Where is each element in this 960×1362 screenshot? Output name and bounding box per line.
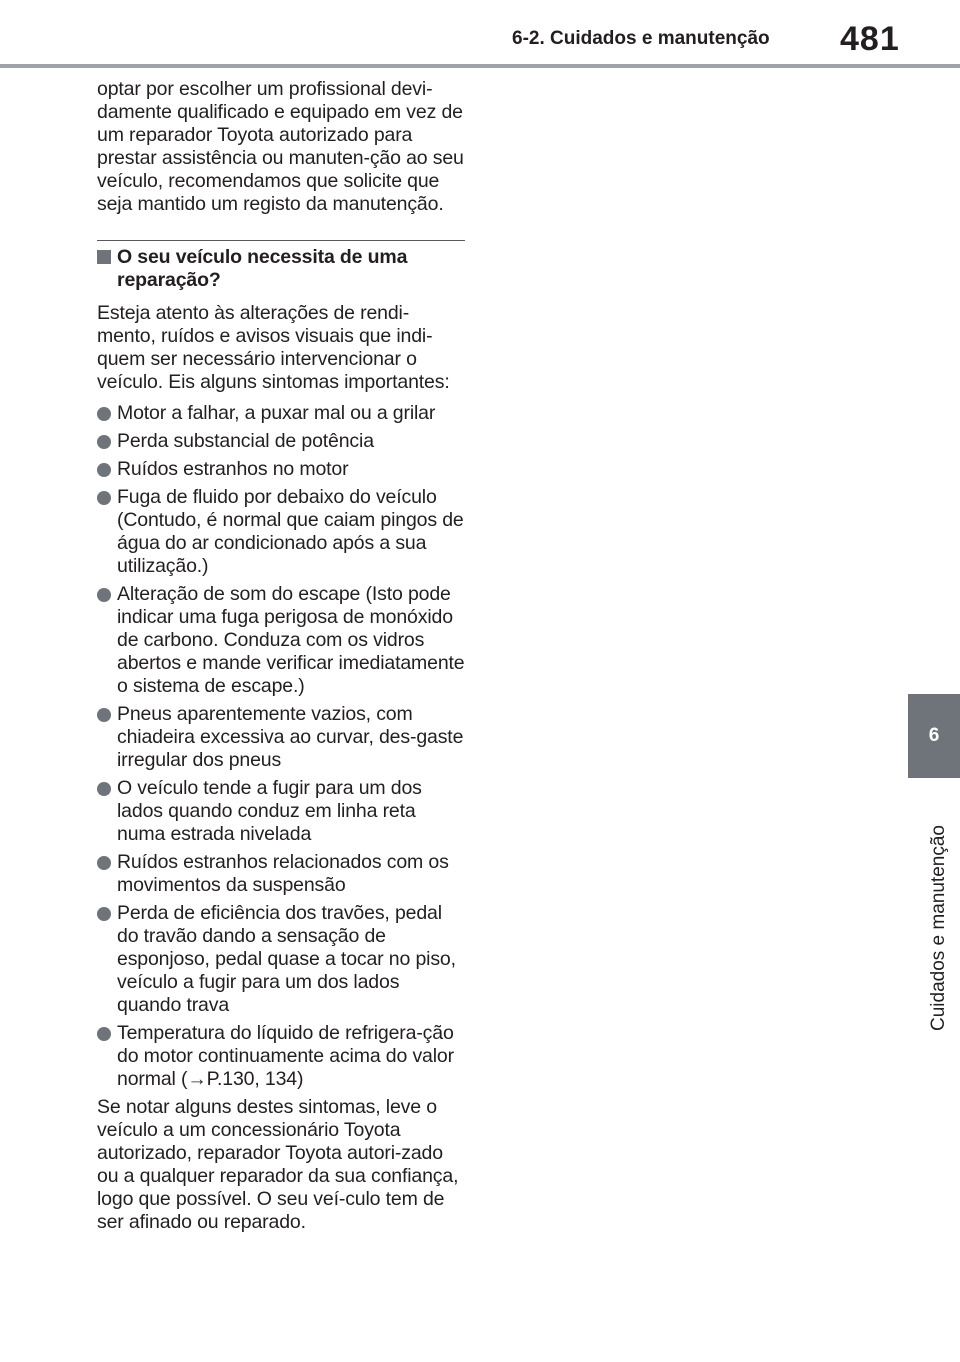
header-rule	[0, 64, 960, 68]
section-title-text: O seu veículo necessita de uma reparação?	[117, 246, 408, 291]
intro-paragraph: optar por escolher um profissional devi-damente qualificado e equipado em vez de um reparador Toyota autorizado para prestar assistência ou manuten-ção ao seu veículo, recomendamos que solicite que seja mantido um registo da manutenção.	[97, 78, 464, 215]
section-lead: Esteja atento às alterações de rendi-mento, ruídos e avisos visuais que indi-quem ser necessário intervencionar o veículo. Eis alguns sintomas importantes:	[97, 302, 450, 393]
circle-bullet-icon	[97, 435, 111, 449]
list-item: Ruídos estranhos no motor	[97, 458, 465, 481]
chapter-tab	[908, 694, 960, 778]
list-item: Ruídos estranhos relacionados com os movimentos da suspensão	[97, 851, 465, 897]
list-item: Perda substancial de potência	[97, 430, 465, 453]
main-column	[97, 78, 465, 1234]
list-item: Fuga de fluido por debaixo do veículo (Contudo, é normal que caiam pingos de água do ar condicionado após a sua utilização.)	[97, 486, 465, 578]
circle-bullet-icon	[97, 588, 111, 602]
page-number: 481	[840, 20, 900, 58]
circle-bullet-icon	[97, 1027, 111, 1041]
circle-bullet-icon	[97, 407, 111, 421]
list-item: Alteração de som do escape (Isto pode indicar uma fuga perigosa de monóxido de carbono. Conduza com os vidros abertos e mande verificar imediatamente o sistema de escape.)	[97, 583, 465, 698]
list-item: Temperatura do líquido de refrigera-ção do motor continuamente acima do valor normal (→P.130, 134)	[97, 1022, 465, 1091]
chapter-number: 6	[928, 725, 940, 746]
list-item: Motor a falhar, a puxar mal ou a grilar	[97, 402, 465, 425]
circle-bullet-icon	[97, 856, 111, 870]
closing-paragraph: Se notar alguns destes sintomas, leve o veículo a um concessionário Toyota autorizado, reparador Toyota autori-zado ou a qualquer reparador da sua confiança, logo que possível. O seu veí-culo tem de ser afinado ou reparado.	[97, 1096, 459, 1233]
circle-bullet-icon	[97, 907, 111, 921]
circle-bullet-icon	[97, 782, 111, 796]
section-title	[97, 246, 465, 292]
circle-bullet-icon	[97, 463, 111, 477]
circle-bullet-icon	[97, 708, 111, 722]
list-item: Pneus aparentemente vazios, com chiadeira excessiva ao curvar, des-gaste irregular dos pneus	[97, 703, 465, 772]
symptom-list	[97, 402, 465, 1091]
circle-bullet-icon	[97, 491, 111, 505]
section-divider	[97, 240, 465, 241]
chapter-label: Cuidados e manutenção	[928, 825, 949, 1031]
square-bullet-icon	[97, 250, 111, 264]
section-header: 6-2. Cuidados e manutenção	[512, 28, 770, 49]
list-item: O veículo tende a fugir para um dos lados quando conduz em linha reta numa estrada nivelada	[97, 777, 465, 846]
list-item: Perda de eficiência dos travões, pedal do travão dando a sensação de esponjoso, pedal quase a tocar no piso, veículo a fugir para um dos lados quando trava	[97, 902, 465, 1017]
